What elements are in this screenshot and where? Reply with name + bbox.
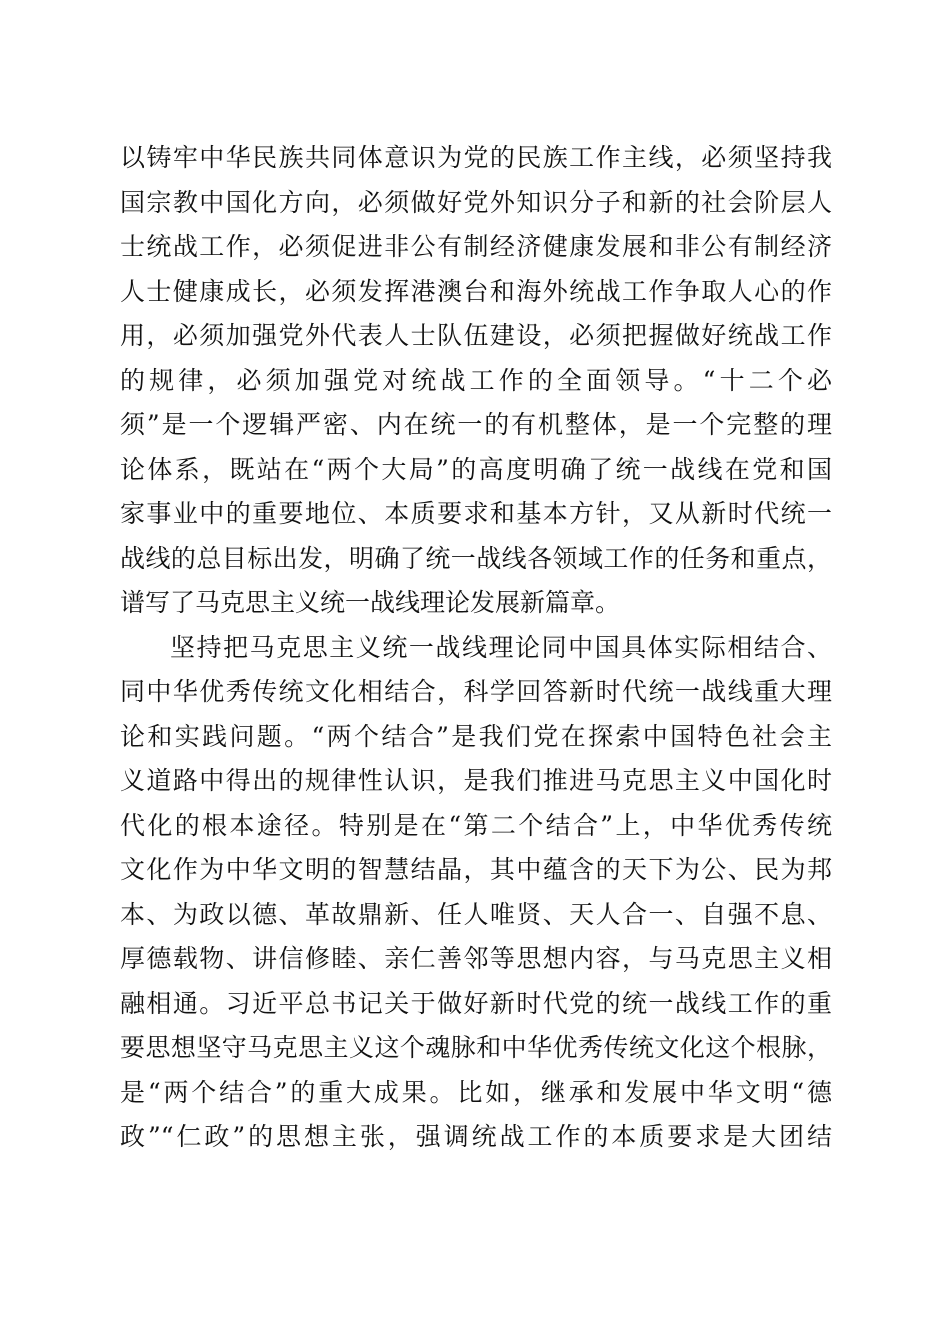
text-line: 融相通。习近平总书记关于做好新时代党的统一战线工作的重 <box>120 988 832 1018</box>
text-line: 是“两个结合”的重大成果。比如，继承和发展中华文明“德 <box>120 1077 832 1107</box>
text-line: 政”“仁政”的思想主张，强调统战工作的本质要求是大团结 <box>120 1122 832 1151</box>
text-line: 论体系，既站在“两个大局”的高度明确了统一战线在党和国 <box>120 454 832 484</box>
text-line: 代化的根本途径。特别是在“第二个结合”上，中华优秀传统 <box>120 810 832 840</box>
text-line: 厚德载物、讲信修睦、亲仁善邻等思想内容，与马克思主义相 <box>120 944 832 973</box>
text-line: 家事业中的重要地位、本质要求和基本方针，又从新时代统一 <box>120 499 832 528</box>
text-line: 国宗教中国化方向，必须做好党外知识分子和新的社会阶层人 <box>120 187 832 217</box>
text-line: 谱写了马克思主义统一战线理论发展新篇章。 <box>120 588 621 617</box>
text-line: 的规律，必须加强党对统战工作的全面领导。“十二个必 <box>120 365 832 395</box>
text-line: 人士健康成长，必须发挥港澳台和海外统战工作争取人心的作 <box>120 276 832 306</box>
text-line: 坚持把马克思主义统一战线理论同中国具体实际相结合、 <box>170 632 832 662</box>
text-line: 以铸牢中华民族共同体意识为党的民族工作主线，必须坚持我 <box>120 143 832 172</box>
text-line: 战线的总目标出发，明确了统一战线各领域工作的任务和重点， <box>120 543 832 573</box>
paragraph-1 <box>120 136 832 626</box>
text-line: 义道路中得出的规律性认识，是我们推进马克思主义中国化时 <box>120 766 832 795</box>
text-line: 用，必须加强党外代表人士队伍建设，必须把握做好统战工作 <box>120 321 832 350</box>
text-line: 士统战工作，必须促进非公有制经济健康发展和非公有制经济 <box>120 232 832 261</box>
text-line: 本、为政以德、革故鼎新、任人唯贤、天人合一、自强不息、 <box>120 899 832 929</box>
text-line: 须”是一个逻辑严密、内在统一的有机整体，是一个完整的理 <box>120 410 832 439</box>
text-line: 论和实践问题。“两个结合”是我们党在探索中国特色社会主 <box>120 721 832 751</box>
body-text <box>120 136 832 1160</box>
text-line: 文化作为中华文明的智慧结晶，其中蕴含的天下为公、民为邦 <box>120 855 832 884</box>
text-line: 同中华优秀传统文化相结合，科学回答新时代统一战线重大理 <box>120 677 832 706</box>
paragraph-2 <box>120 626 832 1160</box>
text-line: 要思想坚守马克思主义这个魂脉和中华优秀传统文化这个根脉， <box>120 1033 832 1062</box>
